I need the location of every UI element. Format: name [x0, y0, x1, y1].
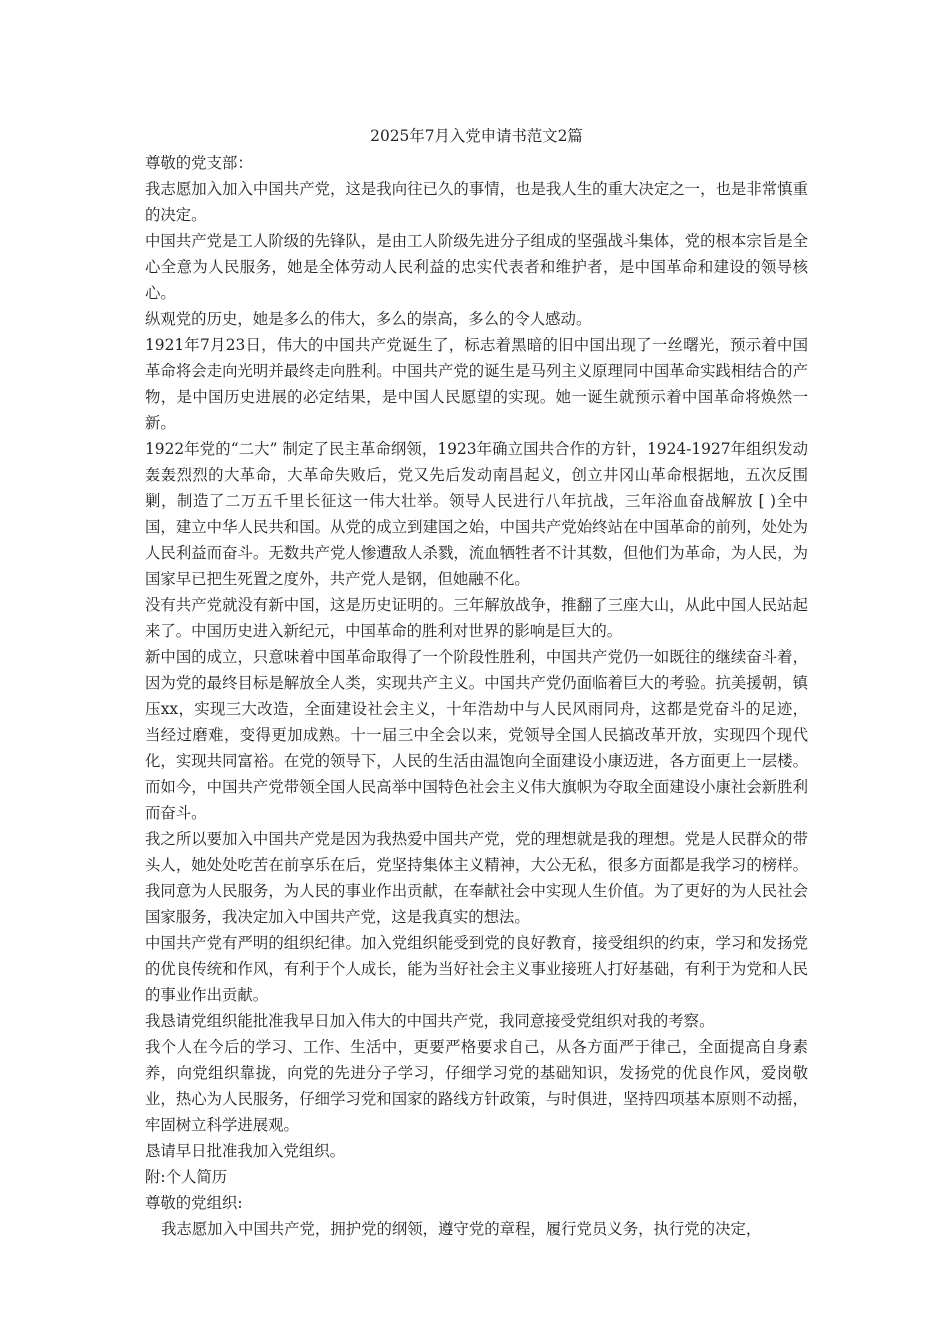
body-paragraph: 中国共产党有严明的组织纪律。加入党组织能受到党的良好教育，接受组织的约束，学习和发扬党的优良传统和作风，有利于个人成长，能为当好社会主义事业接班人打好基础，有利于为党和人民的事业作出贡献。: [145, 934, 808, 1004]
body-paragraph: 1921年7月23日，伟大的中国共产党诞生了，标志着黑暗的旧中国出现了一丝曙光，预示着中国革命将会走向光明并最终走向胜利。中国共产党的诞生是马列主义原理同中国革命实践相结合的产物，是中国历史进展的必定结果，是中国人民愿望的实现。她一诞生就预示着中国革命将焕然一新。: [145, 336, 808, 432]
body-paragraph: 新中国的成立，只意味着中国革命取得了一个阶段性胜利，中国共产党仍一如既往的继续奋斗着，因为党的最终目标是解放全人类，实现共产主义。中国共产党仍面临着巨大的考验。抗美援朝，镇压xx，实现三大改造，全面建设社会主义，十年浩劫中与人民风雨同舟，这都是党奋斗的足迹，当经过磨难，变得更加成熟。十一届三中全会以来，党领导全国人民搞改革开放，实现四个现代化，实现共同富裕。在党的领导下，人民的生活由温饱向全面建设小康迈进，各方面更上一层楼。而如今，中国共产党带领全国人民高举中国特色社会主义伟大旗帜为夺取全面建设小康社会新胜利而奋斗。: [145, 648, 808, 822]
body-paragraph: 我之所以要加入中国共产党是因为我热爱中国共产党，党的理想就是我的理想。党是人民群众的带头人，她处处吃苦在前享乐在后，党坚持集体主义精神，大公无私，很多方面都是我学习的榜样。我同意为人民服务，为人民的事业作出贡献，在奉献社会中实现人生价值。为了更好的为人民社会国家服务，我决定加入中国共产党，这是我真实的想法。: [145, 830, 808, 926]
body-paragraph: 我个人在今后的学习、工作、生活中，更要严格要求自己，从各方面严于律己，全面提高自身素养，向党组织靠拢，向党的先进分子学习，仔细学习党的基础知识，发扬党的优良作风，爱岗敬业，热心为人民服务，仔细学习党和国家的路线方针政策，与时俱进，坚持四项基本原则不动摇，牢固树立科学进展观。: [145, 1038, 808, 1134]
salutation: 尊敬的党支部：: [145, 154, 253, 172]
body-paragraph: 我志愿加入加入中国共产党，这是我向往已久的事情，也是我人生的重大决定之一，也是非常慎重的决定。: [145, 180, 808, 224]
document-page: [145, 122, 808, 1242]
second-salutation: 尊敬的党组织:: [145, 1194, 243, 1212]
document-title: 2025年7月入党申请书范文2篇: [370, 127, 583, 145]
body-paragraph: 我志愿加入中国共产党，拥护党的纲领，遵守党的章程，履行党员义务，执行党的决定，: [161, 1220, 762, 1238]
body-paragraph: 1922年党的“二大” 制定了民主革命纲领，1923年确立国共合作的方针，1924-1927年组织发动轰轰烈烈的大革命，大革命失败后，党又先后发动南昌起义，创立井冈山革命根据地，五次反围剿，制造了二万五千里长征这一伟大壮举。领导人民进行八年抗战，三年浴血奋战解放 [ )全中国，建立中华人民共和国。从党的成立到建国之始，中国共产党始终站在中国革命的前列，处处为人民利益而奋斗。无数共产党人惨遭敌人杀戮，流血牺牲者不计其数，但他们为革命，为人民，为国家早已把生死置之度外，共产党人是钢，但她融不化。: [145, 440, 808, 588]
body-paragraph: 纵观党的历史，她是多么的伟大，多么的崇高，多么的令人感动。: [145, 310, 592, 328]
appendix-label: 附:个人简历: [145, 1168, 228, 1186]
body-paragraph: 我恳请党组织能批准我早日加入伟大的中国共产党，我同意接受党组织对我的考察。: [145, 1012, 715, 1030]
body-paragraph: 中国共产党是工人阶级的先锋队，是由工人阶级先进分子组成的坚强战斗集体，党的根本宗旨是全心全意为人民服务，她是全体劳动人民利益的忠实代表者和维护者，是中国革命和建设的领导核心。: [145, 232, 808, 302]
closing-request: 恳请早日批准我加入党组织。: [145, 1142, 346, 1160]
body-paragraph: 没有共产党就没有新中国，这是历史证明的。三年解放战争，推翻了三座大山，从此中国人民站起来了。中国历史进入新纪元，中国革命的胜利对世界的影响是巨大的。: [145, 596, 808, 640]
